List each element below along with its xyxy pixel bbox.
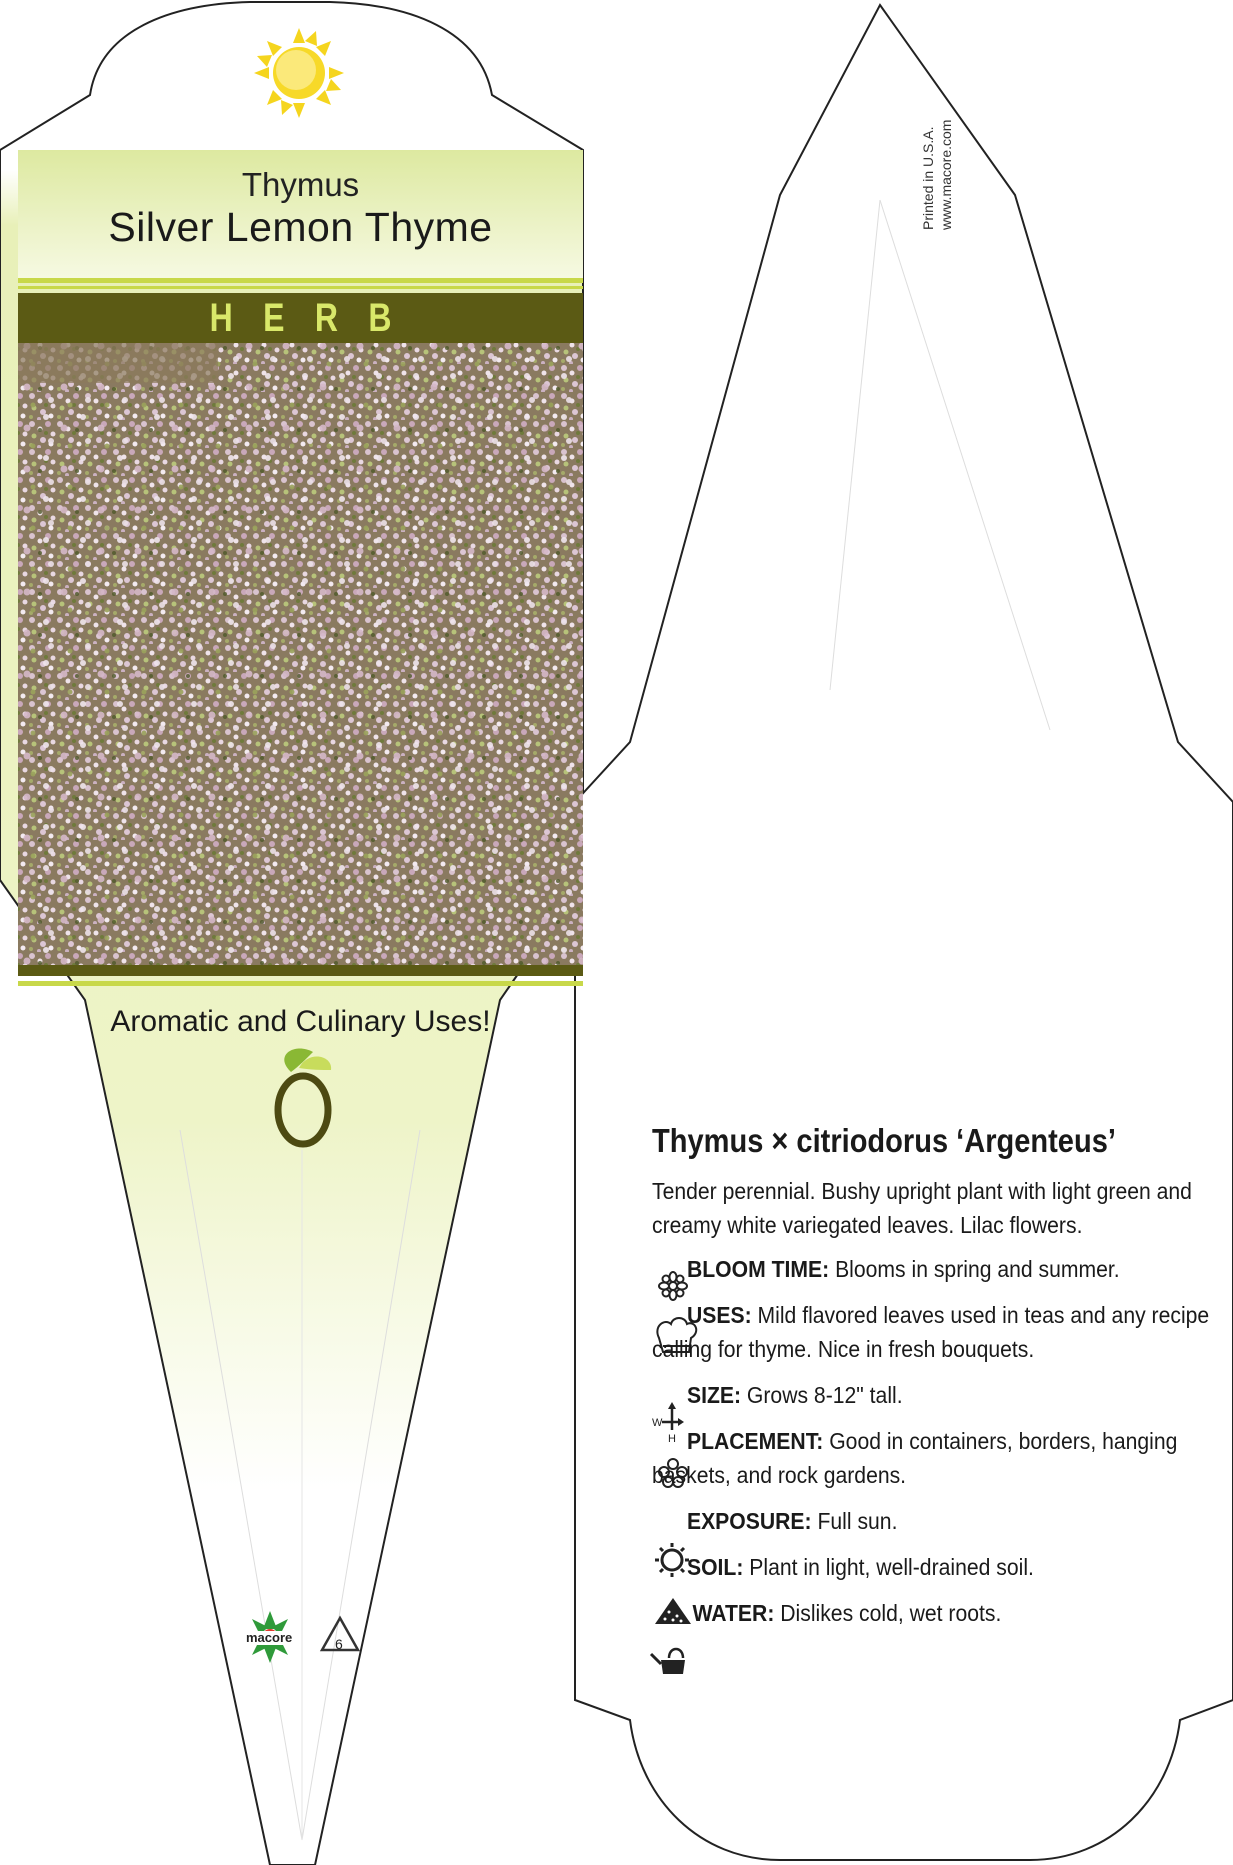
size-w-letter: W	[652, 1417, 663, 1429]
sun-icon	[254, 28, 344, 118]
size-label: SIZE:	[686, 1382, 742, 1408]
scientific-name: Thymus × citriodorus ‘Argenteus’	[652, 1122, 1116, 1159]
bloom-time-label: BLOOM TIME:	[686, 1256, 830, 1282]
exposure-row	[652, 1504, 1233, 1538]
front-common-name: Silver Lemon Thyme	[108, 204, 493, 250]
exposure-label: EXPOSURE:	[686, 1508, 812, 1534]
bloom-time-text: Blooms in spring and summer.	[835, 1256, 1120, 1282]
bloom-time-row	[652, 1252, 1233, 1286]
placement-row	[652, 1424, 1213, 1492]
size-h-letter: H	[668, 1433, 676, 1445]
website-text: www.macore.com	[938, 119, 954, 230]
category-label: HERB	[209, 296, 422, 340]
back-info-panel	[652, 1122, 1212, 1642]
placement-text: Good in containers, borders, hanging baskets, and rock gardens.	[652, 1428, 1178, 1488]
printed-in-text: Printed in U.S.A.	[920, 126, 936, 230]
recycle-code: 6	[335, 1636, 343, 1652]
soil-row	[652, 1550, 1233, 1584]
front-tagline: Aromatic and Culinary Uses!	[110, 1005, 491, 1038]
water-label: WATER:	[692, 1600, 775, 1626]
description: Tender perennial. Bushy upright plant with light green and creamy white variegated leaves. Lilac flowers.	[652, 1178, 1192, 1238]
exposure-text: Full sun.	[817, 1508, 898, 1534]
uses-row	[652, 1298, 1213, 1366]
water-row	[652, 1596, 1233, 1630]
size-row	[652, 1378, 1233, 1412]
water-text: Dislikes cold, wet roots.	[780, 1600, 1002, 1626]
front-genus: Thymus	[241, 166, 360, 203]
printed-in-usa	[905, 95, 954, 245]
size-text: Grows 8-12" tall.	[746, 1382, 903, 1408]
uses-label: USES:	[686, 1302, 752, 1328]
soil-label: SOIL:	[686, 1554, 744, 1580]
placement-label: PLACEMENT:	[686, 1428, 824, 1454]
soil-text: Plant in light, well-drained soil.	[749, 1554, 1034, 1580]
brand-label: macore	[246, 1630, 293, 1645]
uses-text: Mild flavored leaves used in teas and any recipe calling for thyme. Nice in fresh bouquets.	[652, 1302, 1210, 1362]
